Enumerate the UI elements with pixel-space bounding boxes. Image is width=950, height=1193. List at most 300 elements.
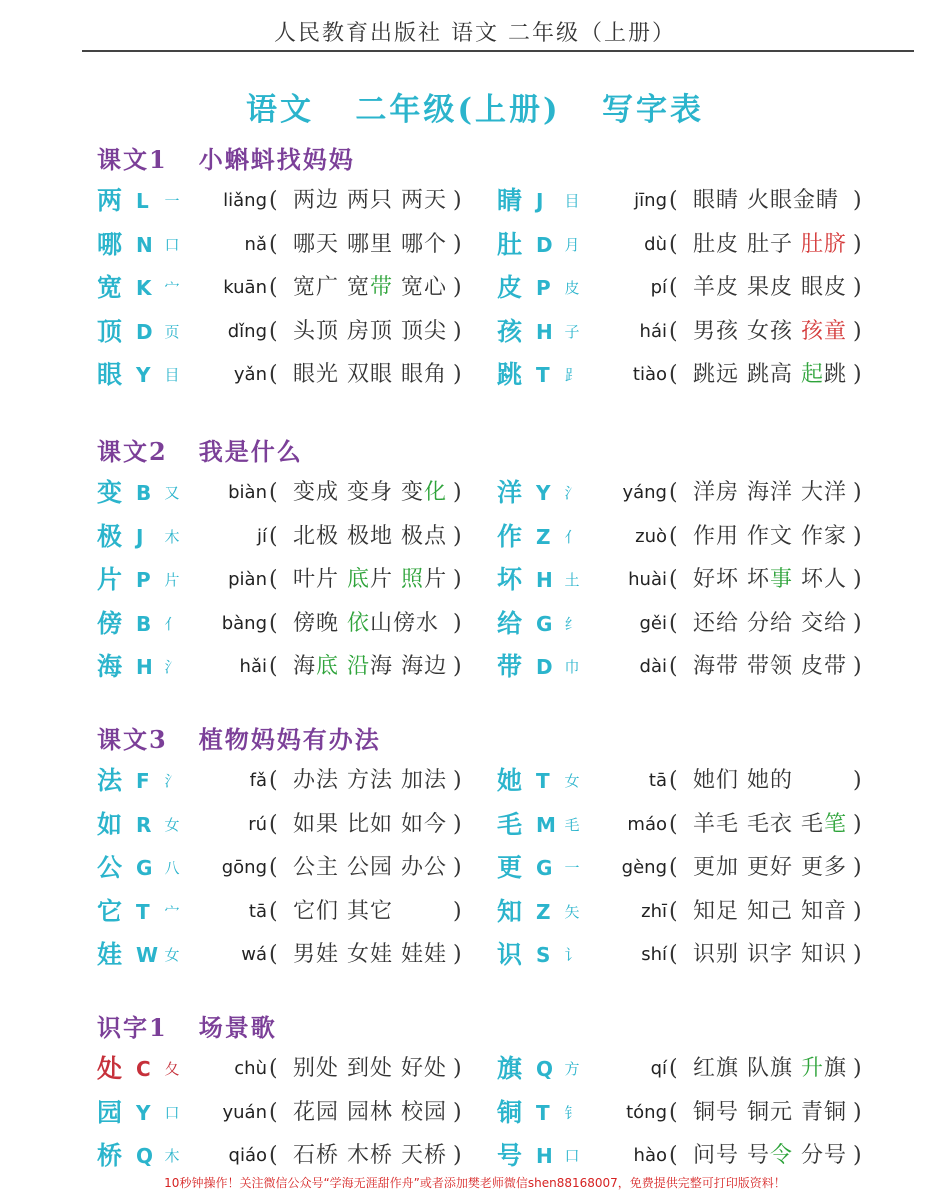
pinyin: dù <box>644 233 667 255</box>
word <box>293 812 339 837</box>
pinyin: kuān <box>223 277 267 298</box>
word-part: 加法 <box>401 768 448 793</box>
word <box>801 1056 847 1081</box>
initial-letter: F <box>136 769 150 793</box>
radical: 亻 <box>164 614 180 633</box>
word <box>293 1056 339 1081</box>
initial-letter: T <box>536 363 550 387</box>
word <box>293 275 339 300</box>
word-list <box>693 608 847 640</box>
close-paren: ) <box>853 811 862 837</box>
word-part: 知音 <box>801 898 848 924</box>
open-paren: ( <box>269 188 278 213</box>
close-paren: ) <box>453 523 462 549</box>
char-entry <box>97 564 477 596</box>
close-paren: ) <box>453 480 462 505</box>
char-entry <box>497 521 877 553</box>
word <box>347 567 393 592</box>
word-list <box>693 896 847 928</box>
radical: ⻊ <box>564 366 580 384</box>
word <box>747 232 793 257</box>
char-entry <box>97 229 477 261</box>
character: 识 <box>497 940 523 969</box>
word <box>801 1100 847 1125</box>
word-part: 海 <box>293 654 317 679</box>
pinyin: gěi <box>639 612 667 634</box>
word <box>747 812 793 837</box>
initial-letter: G <box>536 611 553 636</box>
open-paren: ( <box>269 480 278 505</box>
char-entry <box>497 564 877 596</box>
close-paren: ) <box>853 523 862 549</box>
word-part: 石桥 <box>293 1143 340 1168</box>
word-part: 跳高 <box>747 362 794 387</box>
open-paren: ( <box>669 610 678 636</box>
open-paren: ( <box>669 898 678 924</box>
close-paren: ) <box>853 654 862 679</box>
initial-letter: B <box>136 611 152 636</box>
word-part: 男娃 <box>293 942 340 967</box>
initial-letter: K <box>136 276 152 300</box>
initial-letter: T <box>536 769 550 793</box>
character: 铜 <box>497 1097 523 1127</box>
word-part: 坏 <box>747 567 771 592</box>
page-title: 语文 二年级(上册) 写字表 <box>245 92 705 128</box>
radical: 土 <box>564 571 580 589</box>
word-part: 极点 <box>401 523 448 549</box>
word <box>747 1143 793 1168</box>
word-part: 如今 <box>401 811 448 837</box>
pinyin: hào <box>633 1145 667 1166</box>
char-entry <box>97 608 477 640</box>
character: 宽 <box>97 273 123 302</box>
word <box>747 1056 793 1081</box>
word-list <box>293 896 393 928</box>
word-part: 她们 <box>693 768 740 793</box>
initial-letter: P <box>136 568 151 592</box>
word <box>401 275 447 300</box>
word-part: 园林 <box>347 1099 394 1125</box>
open-paren: ( <box>269 567 278 592</box>
word-part: 还给 <box>693 610 740 636</box>
word <box>401 654 447 679</box>
word-part: 两天 <box>401 188 448 213</box>
word <box>801 812 847 837</box>
word-list <box>293 608 439 640</box>
character: 眼 <box>97 360 123 389</box>
word-part: 带领 <box>747 654 794 679</box>
word-part: 识字 <box>747 942 794 967</box>
open-paren: ( <box>269 610 278 636</box>
radical: 女 <box>564 772 580 790</box>
word-part: 海边 <box>401 654 448 679</box>
pinyin: tā <box>648 770 667 791</box>
word-list <box>693 359 847 391</box>
close-paren: ) <box>853 942 862 967</box>
char-entry <box>97 272 477 304</box>
word-part: 作家 <box>801 523 848 549</box>
word <box>401 480 447 505</box>
pinyin: máo <box>627 813 667 835</box>
radical: 亻 <box>564 527 580 546</box>
character: 坏 <box>497 565 523 594</box>
word-part: 女娃 <box>347 942 394 967</box>
open-paren: ( <box>269 898 278 924</box>
word-part: 依 <box>347 610 371 636</box>
initial-letter: Y <box>136 363 151 387</box>
word <box>747 524 793 549</box>
char-entry <box>497 359 877 391</box>
word <box>293 942 339 967</box>
word <box>693 899 739 924</box>
close-paren: ) <box>853 567 862 592</box>
word-list <box>293 185 447 217</box>
char-entry <box>497 1140 877 1172</box>
word-part: 队旗 <box>747 1056 794 1081</box>
initial-letter: W <box>136 943 159 967</box>
word-part: 校园 <box>401 1099 448 1125</box>
word-part: 毛衣 <box>747 811 794 837</box>
word <box>293 524 339 549</box>
pinyin: jí <box>256 525 267 547</box>
open-paren: ( <box>669 523 678 549</box>
word-part: 北极 <box>293 523 340 549</box>
word <box>693 812 739 837</box>
word-part: 叶片 <box>293 567 340 592</box>
initial-letter: B <box>136 481 152 505</box>
open-paren: ( <box>669 1143 678 1168</box>
pinyin: fǎ <box>249 770 267 791</box>
word <box>293 855 339 880</box>
word-part: 两边 <box>293 188 340 213</box>
open-paren: ( <box>669 855 678 880</box>
open-paren: ( <box>669 942 678 967</box>
close-paren: ) <box>853 855 862 880</box>
word-part: 哪天 <box>293 231 340 257</box>
char-entry <box>97 521 477 553</box>
radical: 矢 <box>564 902 580 921</box>
radical: 毛 <box>564 815 580 834</box>
word-part: 房顶 <box>347 318 394 344</box>
word-part: 跳 <box>824 362 848 387</box>
close-paren: ) <box>453 231 462 257</box>
word <box>347 480 393 505</box>
open-paren: ( <box>269 231 278 257</box>
word-list <box>693 564 847 596</box>
initial-letter: H <box>536 568 553 592</box>
word-part: 羊毛 <box>693 811 740 837</box>
word-part: 办法 <box>293 768 340 793</box>
close-paren: ) <box>853 480 862 505</box>
word-part: 更加 <box>693 855 740 880</box>
word <box>801 942 847 967</box>
word-list <box>693 852 847 884</box>
word-part: 问号 <box>693 1143 740 1168</box>
word <box>693 611 739 636</box>
word-part: 事 <box>770 567 794 592</box>
radical: 口 <box>164 235 180 254</box>
character: 孩 <box>497 316 523 346</box>
char-entry <box>97 316 477 348</box>
word <box>693 524 739 549</box>
radical: 目 <box>164 366 180 384</box>
word-part: 红旗 <box>693 1056 740 1081</box>
close-paren: ) <box>453 610 462 636</box>
open-paren: ( <box>269 855 278 880</box>
word <box>747 319 793 344</box>
character: 旗 <box>497 1054 523 1083</box>
char-entry <box>97 477 477 509</box>
pinyin: hái <box>639 320 667 342</box>
open-paren: ( <box>269 362 278 387</box>
open-paren: ( <box>269 275 278 300</box>
word-list <box>693 477 847 509</box>
word-part: 肚皮 <box>693 231 740 257</box>
word <box>801 362 847 387</box>
word <box>401 1056 447 1081</box>
word <box>747 480 793 505</box>
word-list <box>693 521 847 553</box>
close-paren: ) <box>853 1143 862 1168</box>
word-part: 顶尖 <box>401 318 448 344</box>
word-list <box>293 477 447 509</box>
character: 号 <box>497 1141 523 1170</box>
word-part: 化 <box>424 480 448 505</box>
char-entry <box>497 316 877 348</box>
word <box>693 480 739 505</box>
open-paren: ( <box>669 188 678 213</box>
word <box>347 654 393 679</box>
word <box>293 567 339 592</box>
close-paren: ) <box>453 1143 462 1168</box>
word <box>347 1143 393 1168</box>
character: 带 <box>497 652 523 681</box>
initial-letter: T <box>136 899 150 924</box>
word-list <box>293 521 447 553</box>
open-paren: ( <box>269 1056 278 1081</box>
word-part: 知己 <box>747 898 794 924</box>
word-part: 变身 <box>347 480 394 505</box>
word-part: 公园 <box>347 855 394 880</box>
page-header <box>0 0 950 54</box>
word-list <box>693 185 839 217</box>
word-part: 变成 <box>293 480 340 505</box>
radical: 夂 <box>164 1060 180 1078</box>
pinyin: hǎi <box>239 656 267 677</box>
word <box>347 1056 393 1081</box>
open-paren: ( <box>669 768 678 793</box>
word <box>693 768 739 793</box>
open-paren: ( <box>669 567 678 592</box>
character: 公 <box>97 853 123 882</box>
word-part: 果皮 <box>747 275 794 300</box>
radical: 宀 <box>164 279 180 297</box>
char-entry <box>497 896 877 928</box>
word <box>747 1100 793 1125</box>
open-paren: ( <box>269 811 278 837</box>
word-part: 更多 <box>801 855 848 880</box>
word <box>401 1143 447 1168</box>
close-paren: ) <box>453 362 462 387</box>
word-list <box>693 1140 847 1172</box>
initial-letter: J <box>536 189 544 213</box>
word-part: 变 <box>401 480 425 505</box>
word-list <box>693 651 847 683</box>
word <box>693 942 739 967</box>
pinyin: wá <box>241 944 267 965</box>
section-heading: 课文2 我是什么 <box>97 437 303 466</box>
word <box>293 1100 339 1125</box>
word-part: 其它 <box>347 898 394 924</box>
radical: 讠 <box>564 946 580 964</box>
character: 园 <box>97 1097 123 1127</box>
open-paren: ( <box>669 1099 678 1125</box>
word <box>747 567 793 592</box>
initial-letter: J <box>136 524 144 549</box>
word <box>293 654 339 679</box>
radical: 纟 <box>564 614 580 633</box>
word <box>693 188 739 213</box>
radical: 目 <box>564 192 580 210</box>
word-list <box>293 651 447 683</box>
char-entry <box>97 852 477 884</box>
char-entry <box>497 272 877 304</box>
word-list <box>293 852 447 884</box>
footer-notice: 10秒钟操作！关注微信公众号“学海无涯甜作舟”或者添加樊老师微信shen88168007，免费提供完整可打印版资料！ <box>164 1176 786 1190</box>
initial-letter: Q <box>136 1144 154 1168</box>
word-part: 两只 <box>347 188 394 213</box>
word-part: 片 <box>370 567 394 592</box>
word <box>693 567 739 592</box>
initial-letter: H <box>536 1144 553 1168</box>
close-paren: ) <box>453 855 462 880</box>
pinyin: yǎn <box>233 364 267 385</box>
word <box>747 611 793 636</box>
initial-letter: Q <box>536 1057 554 1081</box>
pinyin: biàn <box>228 482 267 503</box>
word <box>747 188 839 213</box>
word <box>693 319 739 344</box>
word-list <box>293 359 447 391</box>
word-list <box>693 229 847 261</box>
word <box>801 524 847 549</box>
open-paren: ( <box>269 523 278 549</box>
pinyin: yáng <box>622 482 667 503</box>
word <box>801 855 847 880</box>
pinyin: piàn <box>228 569 267 590</box>
char-entry <box>97 359 477 391</box>
word-part: 坏人 <box>801 567 848 592</box>
word-list <box>693 1097 847 1129</box>
radical: 页 <box>164 322 180 341</box>
word-part: 天桥 <box>401 1143 448 1168</box>
initial-letter: G <box>536 856 553 880</box>
word-list <box>693 316 847 348</box>
initial-letter: D <box>136 319 153 344</box>
character: 睛 <box>497 186 523 215</box>
word-part: 宽心 <box>401 275 448 300</box>
radical: 氵 <box>564 484 580 502</box>
pinyin: gèng <box>621 857 667 878</box>
pinyin: dài <box>639 656 667 677</box>
word <box>747 275 793 300</box>
word-list <box>293 809 447 841</box>
pinyin: liǎng <box>223 190 267 211</box>
word-part: 它们 <box>293 898 340 924</box>
character: 处 <box>97 1054 123 1083</box>
word <box>347 611 439 636</box>
close-paren: ) <box>853 768 862 793</box>
character: 娃 <box>97 940 123 969</box>
initial-letter: Y <box>136 1100 151 1125</box>
close-paren: ) <box>453 942 462 967</box>
word <box>347 524 393 549</box>
char-entry <box>97 765 477 797</box>
character: 哪 <box>97 229 123 259</box>
word-part: 带 <box>370 275 394 300</box>
word <box>347 319 393 344</box>
word-part: 眼角 <box>401 362 448 387</box>
word-part: 娃娃 <box>401 942 448 967</box>
open-paren: ( <box>669 811 678 837</box>
word-part: 眼光 <box>293 362 340 387</box>
word <box>347 768 393 793</box>
char-entry <box>97 185 477 217</box>
pinyin: tiào <box>632 364 667 385</box>
word-list <box>293 1097 447 1129</box>
initial-letter: Z <box>536 524 551 549</box>
word <box>401 1100 447 1125</box>
initial-letter: C <box>136 1057 151 1081</box>
word-part: 火眼金睛 <box>747 188 840 213</box>
open-paren: ( <box>669 480 678 505</box>
character: 极 <box>97 521 123 551</box>
initial-letter: H <box>536 319 553 344</box>
word-part: 笔 <box>824 811 848 837</box>
pinyin: nǎ <box>244 233 267 255</box>
word-part: 知识 <box>801 942 848 967</box>
word <box>401 567 447 592</box>
char-entry <box>497 765 877 797</box>
word-list <box>693 1053 847 1085</box>
character: 作 <box>497 521 523 551</box>
pinyin: gōng <box>221 857 267 878</box>
char-entry <box>497 1053 877 1085</box>
character: 它 <box>97 896 123 926</box>
word <box>747 855 793 880</box>
character: 顶 <box>97 316 123 346</box>
open-paren: ( <box>669 318 678 344</box>
radical: 钅 <box>564 1103 580 1122</box>
word-part: 分号 <box>801 1143 848 1168</box>
radical: 片 <box>164 571 180 589</box>
word <box>293 899 339 924</box>
radical: 口 <box>564 1147 580 1165</box>
character: 肚 <box>497 229 523 259</box>
initial-letter: Z <box>536 899 551 924</box>
character: 变 <box>97 478 123 507</box>
close-paren: ) <box>453 567 462 592</box>
word-part: 更好 <box>747 855 794 880</box>
word-part: 孩童 <box>801 318 848 344</box>
initial-letter: L <box>136 189 149 213</box>
word <box>293 319 339 344</box>
character: 知 <box>497 896 523 926</box>
close-paren: ) <box>853 275 862 300</box>
character: 如 <box>97 809 123 839</box>
header-text: 人民教育出版社 语文 二年级（上册） <box>274 21 676 46</box>
word-part: 她的 <box>747 768 794 793</box>
